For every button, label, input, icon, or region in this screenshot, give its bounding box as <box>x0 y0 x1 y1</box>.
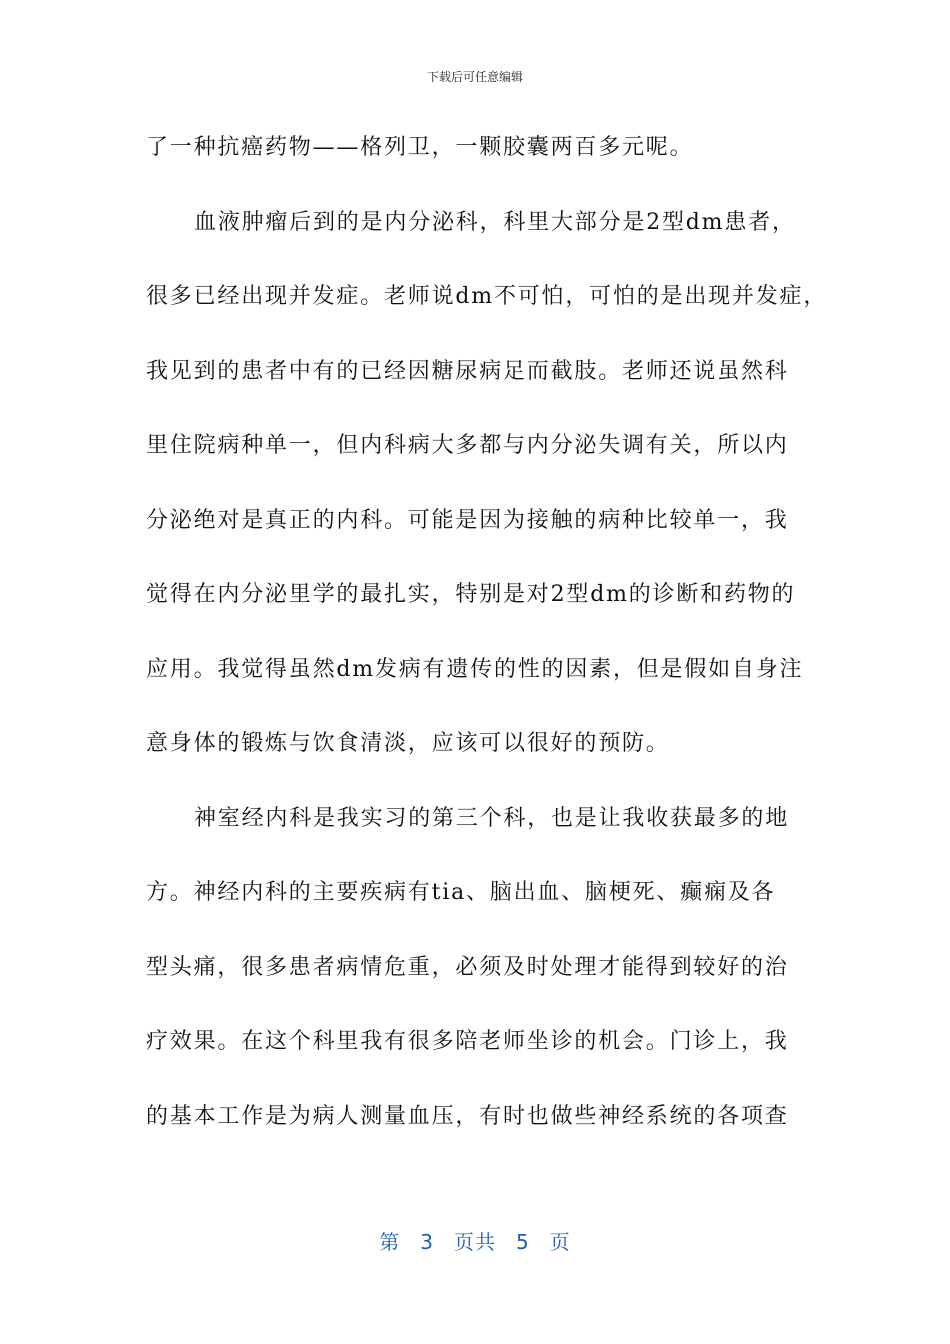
footer-suffix: 页 <box>549 1230 571 1254</box>
footer-middle: 页共 <box>454 1230 496 1254</box>
text-line: 的基本工作是为病人测量血压，有时也做些神经系统的各项查 <box>146 1103 789 1129</box>
text-line: 很多已经出现并发症。老师说dm不可怕，可怕的是出现并发症， <box>146 284 828 309</box>
page-footer <box>0 1226 950 1255</box>
text-line: 应用。我觉得虽然dm发病有遗传的性的因素，但是假如自身注 <box>146 656 804 682</box>
text-line: 方。神经内科的主要疾病有tia、脑出血、脑梗死、癫痫及各 <box>146 880 776 905</box>
header-note: 下载后可任意编辑 <box>426 70 523 84</box>
current-page-number: 3 <box>420 1230 434 1254</box>
text-line: 疗效果。在这个科里我有很多陪老师坐诊的机会。门诊上，我 <box>146 1029 789 1054</box>
text-line: 觉得在内分泌里学的最扎实，特别是对2型dm的诊断和药物的 <box>146 582 796 607</box>
text-line: 神室经内科是我实习的第三个科，也是让我收获最多的地 <box>194 805 790 831</box>
total-pages-number: 5 <box>516 1230 530 1254</box>
text-line: 意身体的锻炼与饮食清淡，应该可以很好的预防。 <box>146 731 670 756</box>
text-line: 型头痛，很多患者病情危重，必须及时处理才能得到较好的治 <box>146 954 789 980</box>
document-body <box>146 130 826 1173</box>
text-line: 分泌绝对是真正的内科。可能是因为接触的病种比较单一，我 <box>146 507 789 533</box>
footer-prefix: 第 <box>379 1230 401 1254</box>
text-line: 里住院病种单一，但内科病大多都与内分泌失调有关，所以内 <box>146 433 789 458</box>
text-line: 了一种抗癌药物——格列卫，一颗胶囊两百多元呢。 <box>146 135 694 160</box>
text-line: 血液肿瘤后到的是内分泌科，科里大部分是2型dm患者， <box>194 209 796 235</box>
text-line: 我见到的患者中有的已经因糖尿病足而截肢。老师还说虽然科 <box>146 358 789 384</box>
